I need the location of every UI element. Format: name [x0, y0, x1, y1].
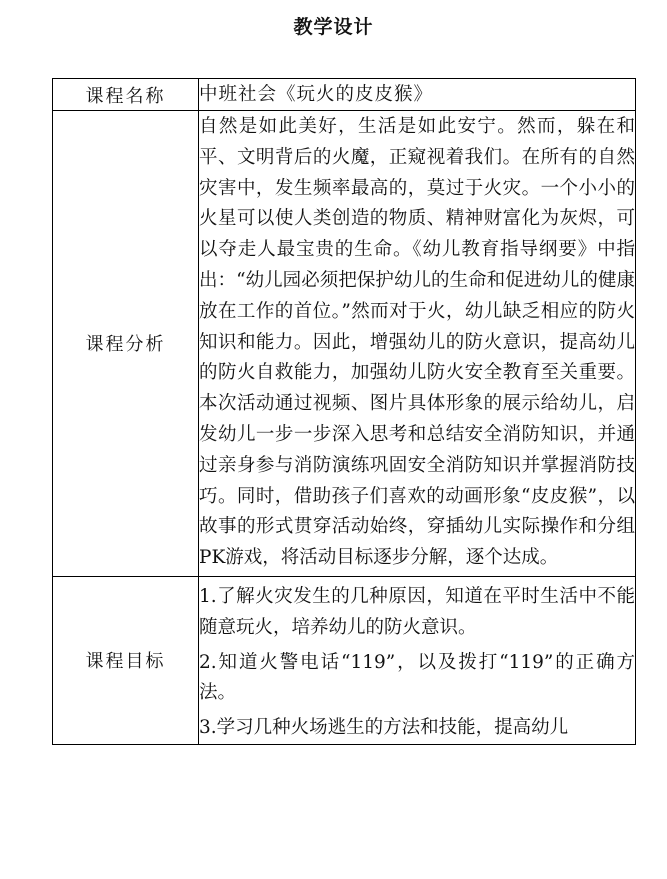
course-name-label: 课程名称	[53, 79, 199, 111]
course-name-value: 中班社会《玩火的皮皮猴》	[199, 79, 636, 111]
course-name-row	[53, 79, 636, 111]
course-goals-list	[199, 576, 636, 744]
teaching-design-table	[52, 78, 636, 745]
course-analysis-label: 课程分析	[53, 111, 199, 577]
course-analysis-row	[53, 111, 636, 577]
course-goals-label: 课程目标	[53, 576, 199, 744]
goal-item-3: 3.学习几种火场逃生的方法和技能，提高幼儿	[199, 717, 569, 739]
goal-item-1: 1.了解火灾发生的几种原因，知道在平时生活中不能随意玩火，培养幼儿的防火意识。	[199, 585, 635, 638]
goal-item-2: 2.知道火警电话“119”，以及拨打“119”的正确方法。	[199, 651, 635, 704]
document-title: 教学设计	[293, 16, 374, 38]
course-goals-row	[53, 576, 636, 744]
course-analysis-text: 自然是如此美好，生活是如此安宁。然而，躲在和平、文明背后的火魔，正窥视着我们。在所有的自然灾害中，发生频率最高的，莫过于火灾。一个小小的火星可以使人类创造的物质、精神财富化为灰烬，可以夺走人最宝贵的生命。《幼儿教育指导纲要》中指出：“幼儿园必须把保护幼儿的生命和促进幼儿的健康放在工作的首位。”然而对于火，幼儿缺乏相应的防火知识和能力。因此，增强幼儿的防火意识，提高幼儿的防火自救能力，加强幼儿防火安全教育至关重要。本次活动通过视频、图片具体形象的展示给幼儿，启发幼儿一步一步深入思考和总结安全消防知识，并通过亲身参与消防演练巩固安全消防知识并掌握消防技巧。同时，借助孩子们喜欢的动画形象“皮皮猴”，以故事的形式贯穿活动始终，穿插幼儿实际操作和分组PK游戏，将活动目标逐步分解，逐个达成。	[199, 111, 636, 577]
